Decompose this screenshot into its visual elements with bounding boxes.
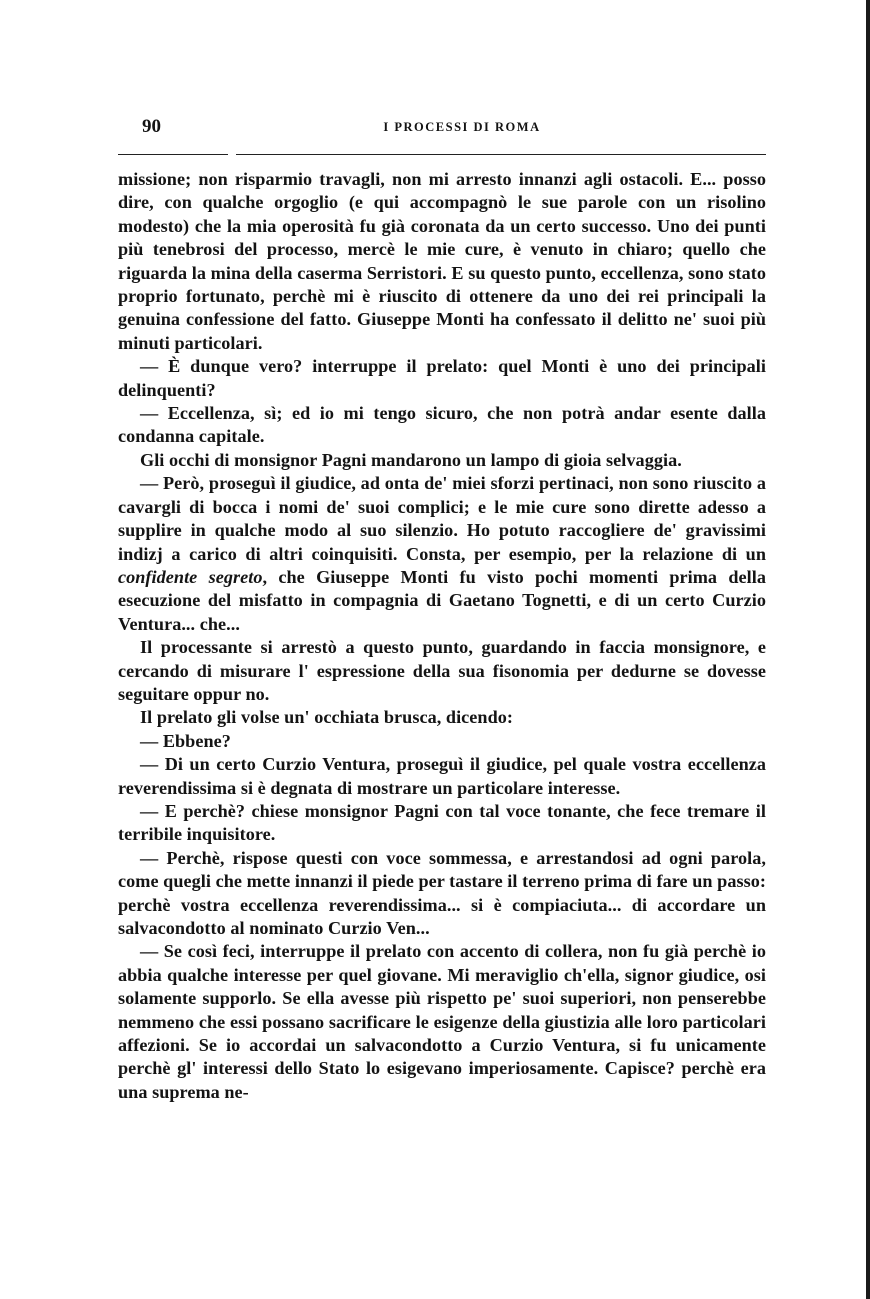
header-rule-right <box>236 154 766 155</box>
paragraph <box>118 753 766 800</box>
body-text <box>118 168 766 1104</box>
paragraph-text: , che Giuseppe Monti fu visto pochi momenti prima della esecuzione del misfatto in compagnia di Gaetano Tognetti, e di un certo Curzio Ventura... che... <box>118 566 766 634</box>
page-edge-line <box>866 0 870 1299</box>
paragraph <box>118 168 766 355</box>
header-rule-left <box>118 154 228 155</box>
paragraph <box>118 730 766 753</box>
paragraph-text: Il processante si arrestò a questo punto, guardando in faccia monsignore, e cercando di misurare l' espressione della sua fisonomia per dedurne se dovesse seguitare oppur no. <box>118 637 766 704</box>
paragraph-text: — Se così feci, interruppe il prelato con accento di collera, non fu già perchè io abbia qualche interesse per quel giovane. Mi meraviglio ch'ella, signor giudice, osi solamente supporlo. Se ella avesse più rispetto pe' suoi superiori, non penserebbe nemmeno che essi possano sacrificare le esigenze della giustizia alle loro particolari affezioni. Se io accordai un salvacondotto a Curzio Ventura, si fu unicamente perchè gl' interessi dello Stato lo esigevano imperiosamente. Capisce? perchè era una suprema ne- <box>118 941 766 1102</box>
paragraph-text: Gli occhi di monsignor Pagni mandarono un lampo di gioia selvaggia. <box>140 449 682 470</box>
paragraph <box>118 472 766 636</box>
paragraph <box>118 800 766 847</box>
book-page <box>118 110 766 1104</box>
paragraph <box>118 706 766 729</box>
paragraph-text: — Però, proseguì il giudice, ad onta de' miei sforzi pertinaci, non sono riuscito a cavargli di bocca i nomi de' suoi complici; e le mie cure sono dirette adesso a supplire in qualche modo al suo silenzio. Ho potuto raccogliere de' gravissimi indizj a carico di altri coinquisiti. Consta, per esempio, per la relazione di un <box>118 473 766 564</box>
italic-phrase: confidente segreto <box>118 566 263 587</box>
paragraph-text: — E perchè? chiese monsignor Pagni con tal voce tonante, che fece tremare il terribile inquisitore. <box>118 800 766 845</box>
paragraph-text: Il prelato gli volse un' occhiata brusca, dicendo: <box>140 707 513 728</box>
paragraph <box>118 449 766 472</box>
paragraph-text: — Eccellenza, sì; ed io mi tengo sicuro, che non potrà andar esente dalla condanna capitale. <box>118 403 766 447</box>
paragraph-text: — Ebbene? <box>140 730 231 751</box>
paragraph <box>118 355 766 402</box>
paragraph-text: — È dunque vero? interruppe il prelato: quel Monti è uno dei principali delinquenti? <box>118 356 766 400</box>
paragraph <box>118 940 766 1104</box>
paragraph <box>118 402 766 449</box>
paragraph <box>118 847 766 941</box>
paragraph-text: missione; non risparmio travagli, non mi arresto innanzi agli ostacoli. E... posso dire, con qualche orgoglio (e qui accompagnò le sue parole con un risolino modesto) che la mia operosità fu già coronata da un certo successo. Uno dei punti più tenebrosi del processo, mercè le mie cure, è venuto in chiaro; quello che riguarda la mina della caserma Serristori. E su questo punto, eccellenza, sono stato proprio fortunato, perchè mi è riuscito di ottenere da uno dei rei principali la genuina confessione del fatto. Giuseppe Monti ha confessato il delitto ne' suoi più minuti particolari. <box>118 169 766 353</box>
page-number: 90 <box>142 116 161 137</box>
page-header <box>118 110 766 144</box>
paragraph <box>118 636 766 706</box>
paragraph-text: — Perchè, rispose questi con voce sommessa, e arrestandosi ad ogni parola, come quegli che mette innanzi il piede per tastare il terreno prima di fare un passo: perchè vostra eccellenza reverendissima... si è compiaciuta... di accordare un salvacondotto al nominato Curzio Ven... <box>118 847 766 938</box>
header-rule <box>118 144 766 162</box>
paragraph-text: — Di un certo Curzio Ventura, proseguì il giudice, pel quale vostra eccellenza reverendissima si è degnata di mostrare un particolare interesse. <box>118 754 766 798</box>
running-title: I PROCESSI DI ROMA <box>383 120 541 134</box>
